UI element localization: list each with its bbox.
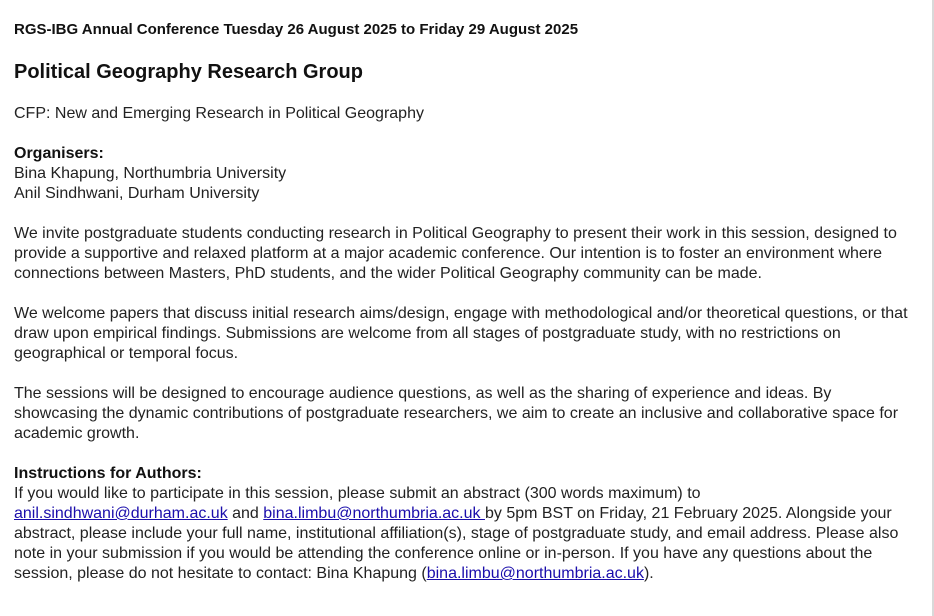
email-link-anil[interactable]: anil.sindhwani@durham.ac.uk bbox=[14, 505, 228, 522]
organisers-section bbox=[14, 144, 914, 204]
instructions-text bbox=[14, 484, 914, 584]
contact-email-link[interactable]: bina.limbu@northumbria.ac.uk bbox=[426, 565, 644, 582]
paragraph-invite: We invite postgraduate students conducting research in Political Geography to present their work in this session, designed to provide a supportive and relaxed platform at a major academic conference. Our intention is to foster an environment where connections between Masters, PhD students, and the wider Political Geography community can be made. bbox=[14, 225, 897, 282]
document-body bbox=[14, 20, 914, 584]
group-title: Political Geography Research Group bbox=[14, 61, 363, 83]
organisers-label: Organisers: bbox=[14, 145, 104, 162]
organiser-name: Anil Sindhwani, Durham University bbox=[14, 185, 260, 202]
instructions-section bbox=[14, 464, 914, 584]
organiser-name: Bina Khapung, Northumbria University bbox=[14, 165, 287, 182]
conference-line: RGS-IBG Annual Conference Tuesday 26 August 2025 to Friday 29 August 2025 bbox=[14, 21, 579, 38]
and-text: and bbox=[227, 505, 264, 522]
instructions-label: Instructions for Authors: bbox=[14, 465, 202, 482]
deadline-text: by 5pm BST on Friday, 21 February 2025. Alongside your abstract, please include your full name, institutional affiliation(s), stage of postgraduate study, and email address. Please also note in your submission if you would be attending the conference online or in-person. If you have any questions about the session, please do not hesitate to contact: Bina Khapung ( bbox=[14, 505, 899, 582]
paragraph-welcome: We welcome papers that discuss initial research aims/design, engage with methodological and/or theoretical questions, or that draw upon empirical findings. Submissions are welcome from all stages of postgraduate study, with no restrictions on geographical or temporal focus. bbox=[14, 305, 908, 362]
email-link-bina[interactable]: bina.limbu@northumbria.ac.uk bbox=[263, 505, 485, 522]
cfp-title: CFP: New and Emerging Research in Political Geography bbox=[14, 105, 424, 122]
closing-text: ). bbox=[643, 565, 654, 582]
instructions-intro: If you would like to participate in this session, please submit an abstract (300 words maximum) to bbox=[14, 485, 701, 502]
paragraph-sessions: The sessions will be designed to encourage audience questions, as well as the sharing of experience and ideas. By showcasing the dynamic contributions of postgraduate researchers, we aim to create an inclusive and collaborative space for academic growth. bbox=[14, 385, 899, 442]
